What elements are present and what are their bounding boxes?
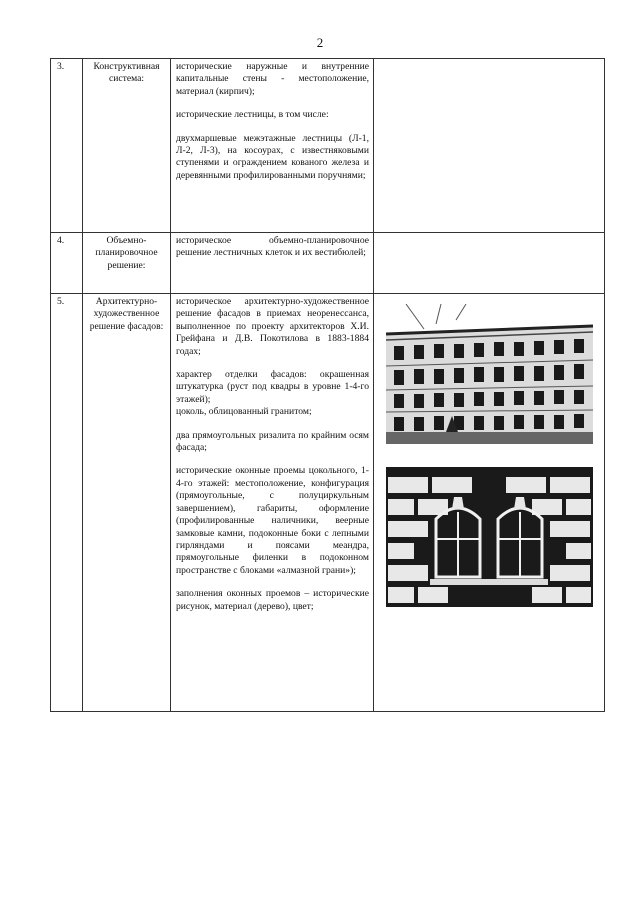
description-paragraph: заполнения оконных проемов – исторические рисунок, материал (дерево), цвет; [176,588,369,612]
row-illustration-cell [374,59,605,233]
row-number: 5. [51,294,83,712]
row-category: Объемно-планировочное решение: [83,233,171,294]
facade-photo [386,304,593,444]
window-detail-photo [386,467,593,607]
row-category: Конструктивная система: [83,59,171,233]
row-description [171,294,374,712]
row-description [171,59,374,233]
row-number: 4. [51,233,83,294]
description-paragraph: характер отделки фасадов: окрашенная штукатурка (руст под квадры в уровне 1-4-го этажей); [176,369,369,405]
description-paragraph: исторические наружные и внутренние капитальные стены - местоположение, материал (кирпич); [176,61,369,97]
row-category: Архитектурно-художественное решение фасадов: [83,294,171,712]
row-description [171,233,374,294]
row-illustration-cell [374,233,605,294]
table-row [51,59,605,233]
table-row [51,233,605,294]
description-paragraph: два прямоугольных ризалита по крайним осям фасада; [176,429,369,454]
window-detail-graphic [386,467,593,607]
description-paragraph: исторические оконные проемы цокольного, 1-4-го этажей: местоположение, конфигурация (прямоугольные, с полуциркульным завершением), габариты, оформление (профилированные наличники, веерные замковые камни, подоконные боки с лепными гирляндами и поясами меандра, прямоугольные филенки в подоконном пространстве с блоками «алмазной грани»); [176,465,369,576]
row-number: 3. [51,59,83,233]
facade-photo-graphic [386,304,593,444]
description-paragraph: двухмаршевые межэтажные лестницы (Л-1, Л-2, Л-3), на косоурах, с известняковыми ступенями и ограждением кованого железа и деревянными профилированными поручнями; [176,132,369,181]
description-paragraph: исторические лестницы, в том числе: [176,109,329,121]
row-illustration-cell [374,294,605,712]
description-paragraph: историческое архитектурно-художественное решение фасадов в приемах неоренессанса, выполненное по проекту архитекторов Х.И. Грейфана и Д.В. Покотилова в 1883-1884 годах; [176,296,369,357]
table-row [51,294,605,712]
page-number: 2 [316,35,324,50]
description-paragraph: историческое объемно-планировочное решение лестничных клеток и их вестибюлей; [176,235,369,259]
description-paragraph: цоколь, облицованный гранитом; [176,406,312,418]
protected-features-table [50,58,605,712]
